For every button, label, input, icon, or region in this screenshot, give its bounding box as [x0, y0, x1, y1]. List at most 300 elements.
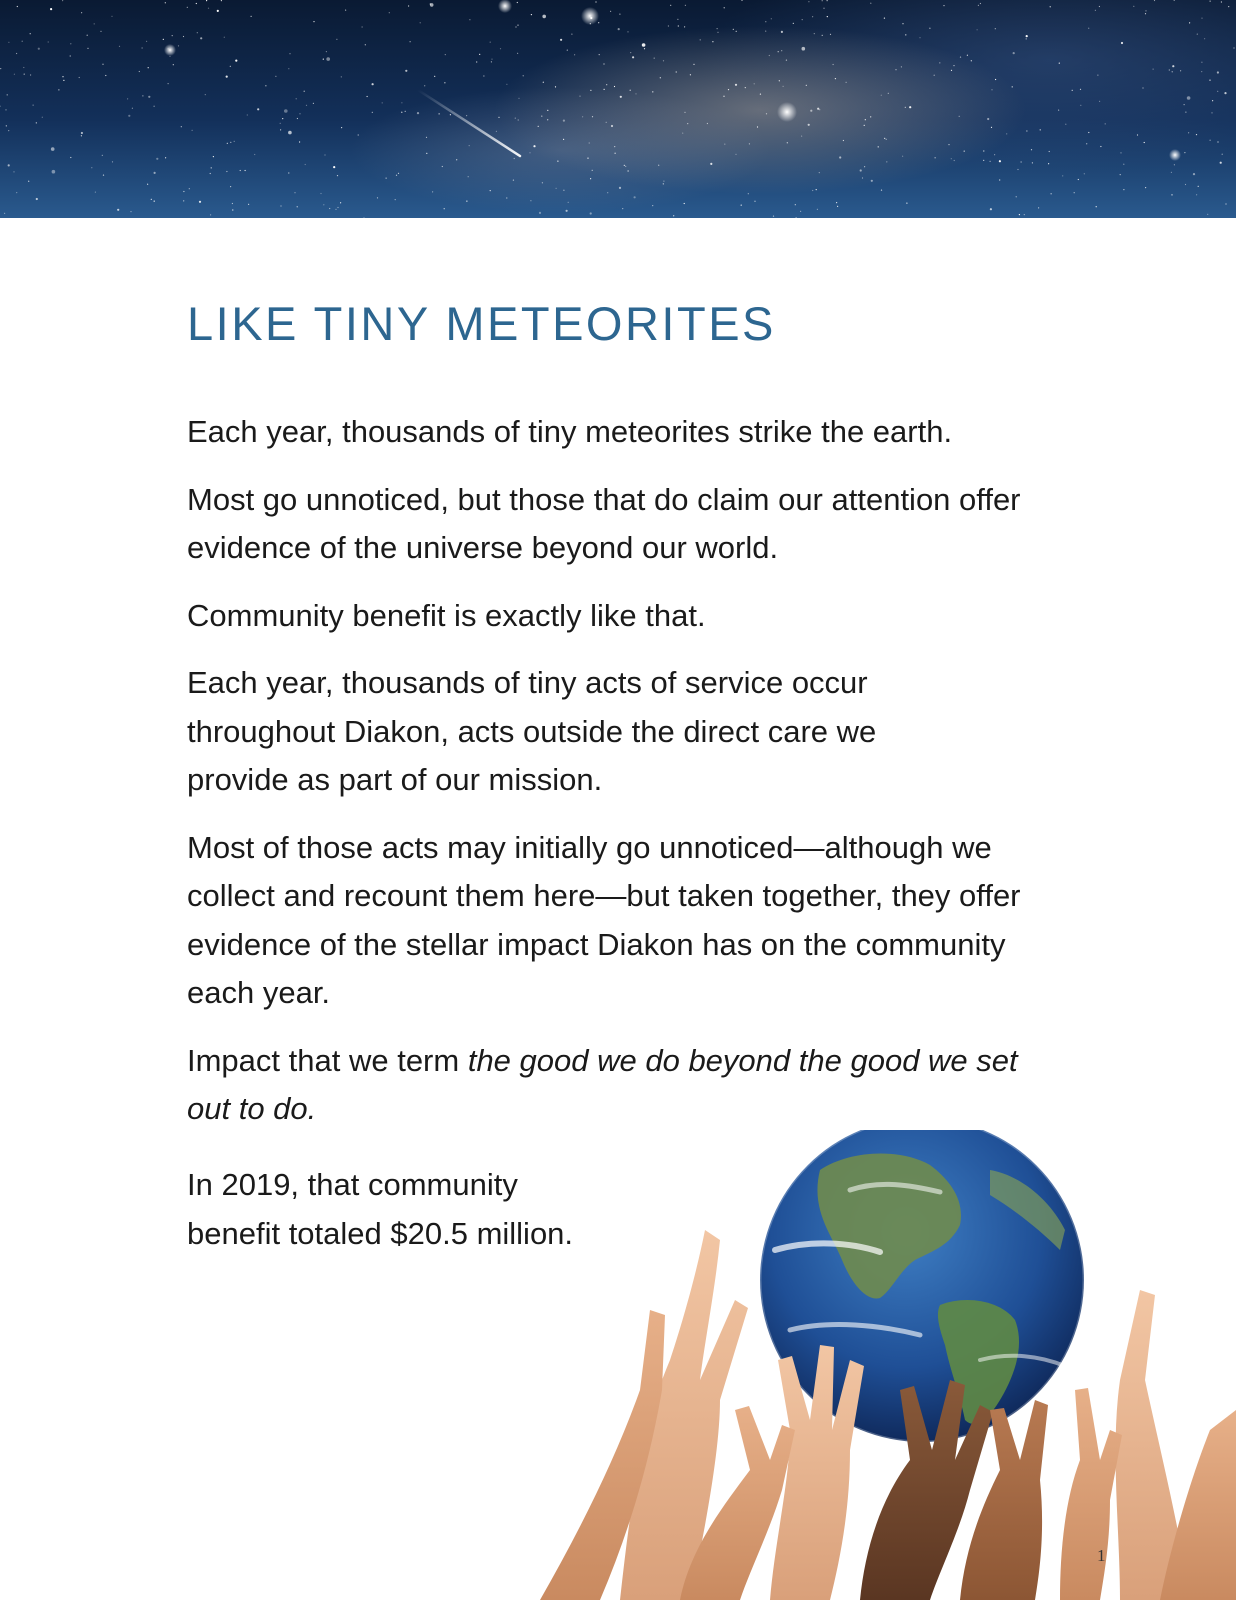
star	[881, 95, 882, 96]
star	[615, 153, 616, 154]
star	[542, 182, 543, 183]
star	[1040, 129, 1041, 130]
star	[456, 159, 457, 160]
star	[163, 39, 164, 40]
star	[960, 57, 961, 58]
star	[326, 57, 330, 61]
star	[1024, 214, 1025, 215]
star	[335, 209, 336, 210]
star	[611, 125, 613, 127]
star	[827, 16, 828, 17]
star	[733, 29, 734, 30]
star	[213, 156, 214, 157]
star	[538, 126, 539, 127]
star	[329, 208, 330, 209]
star	[835, 78, 836, 79]
star	[990, 208, 992, 210]
star	[230, 186, 231, 187]
star	[1210, 140, 1211, 141]
star	[299, 141, 300, 142]
star	[693, 64, 694, 65]
star	[760, 94, 761, 95]
star	[396, 175, 397, 176]
star	[539, 212, 541, 214]
star	[58, 89, 59, 90]
star	[1197, 34, 1198, 35]
star	[230, 66, 231, 67]
star	[682, 133, 683, 134]
star	[363, 217, 364, 218]
star	[111, 16, 112, 17]
star	[337, 175, 338, 176]
star	[812, 190, 813, 191]
star	[995, 28, 996, 29]
star	[614, 146, 615, 147]
star	[871, 180, 873, 182]
star	[531, 14, 532, 15]
star	[620, 96, 622, 98]
star	[426, 137, 427, 138]
star	[598, 22, 599, 23]
star	[16, 53, 17, 54]
star	[490, 42, 491, 43]
star	[450, 114, 451, 115]
star	[51, 147, 55, 151]
star	[173, 64, 174, 65]
star	[748, 193, 749, 194]
star	[280, 129, 281, 130]
star	[297, 118, 298, 119]
star	[48, 41, 49, 42]
star	[1026, 130, 1027, 131]
star	[543, 82, 544, 83]
star	[230, 142, 231, 143]
star	[684, 26, 685, 27]
star	[284, 109, 288, 113]
star	[444, 208, 445, 209]
star	[183, 191, 184, 192]
star	[660, 77, 661, 78]
star	[728, 89, 729, 90]
star	[172, 35, 173, 36]
star	[533, 145, 535, 147]
star	[823, 8, 824, 9]
star	[556, 188, 557, 189]
star	[1198, 186, 1199, 187]
star	[156, 158, 158, 160]
star	[1217, 71, 1219, 73]
star	[1021, 161, 1022, 162]
star	[100, 31, 101, 32]
star	[1100, 146, 1101, 147]
star	[1185, 112, 1186, 113]
star	[822, 35, 823, 36]
star	[529, 152, 530, 153]
star	[515, 26, 516, 27]
star	[802, 47, 806, 51]
star	[644, 48, 645, 49]
star	[294, 192, 295, 193]
star	[1221, 1, 1222, 2]
star	[282, 118, 283, 119]
star	[566, 210, 568, 212]
star	[1196, 134, 1197, 135]
star	[1174, 164, 1175, 165]
star	[1097, 75, 1098, 76]
star	[812, 16, 813, 17]
star	[987, 118, 989, 120]
star	[607, 192, 608, 193]
star	[745, 87, 746, 88]
star	[980, 3, 981, 4]
star	[819, 109, 820, 110]
star	[1013, 52, 1015, 54]
star	[1169, 69, 1170, 70]
star	[830, 34, 831, 35]
star	[105, 75, 106, 76]
star	[735, 84, 737, 86]
star	[254, 154, 255, 155]
star	[42, 117, 43, 118]
star	[154, 172, 156, 174]
star	[1172, 65, 1174, 67]
star	[723, 96, 724, 97]
star	[79, 77, 80, 78]
star	[837, 206, 838, 207]
star	[81, 135, 82, 136]
star	[217, 10, 219, 12]
star	[786, 60, 787, 61]
star	[1145, 187, 1146, 188]
star	[587, 158, 588, 159]
star	[420, 22, 421, 23]
star	[1133, 6, 1134, 7]
star	[1189, 22, 1190, 23]
star	[514, 158, 515, 159]
star	[555, 86, 556, 87]
star	[754, 201, 755, 202]
star	[1016, 196, 1017, 197]
star	[1180, 70, 1181, 71]
star	[1171, 194, 1172, 195]
star	[28, 181, 29, 182]
star	[814, 33, 815, 34]
star	[112, 161, 113, 162]
star	[444, 82, 445, 83]
final-line-1: In 2019, that community	[187, 1167, 518, 1202]
star	[340, 202, 341, 203]
page-number: 1	[1097, 1546, 1106, 1565]
star	[1050, 6, 1051, 7]
star	[881, 190, 882, 191]
star	[305, 164, 306, 165]
star	[839, 156, 841, 158]
star	[424, 85, 425, 86]
star	[769, 55, 770, 56]
star	[1120, 174, 1121, 175]
star	[299, 113, 300, 114]
star	[405, 70, 407, 72]
star	[232, 209, 233, 210]
star	[518, 98, 519, 99]
star	[983, 160, 984, 161]
star	[377, 197, 378, 198]
star	[23, 67, 24, 68]
star	[405, 111, 406, 112]
star	[568, 202, 569, 203]
star	[819, 172, 820, 173]
star	[652, 91, 653, 92]
star	[864, 166, 865, 167]
star	[280, 123, 281, 124]
star	[622, 208, 623, 209]
star	[901, 66, 902, 67]
star	[765, 21, 766, 22]
star	[589, 142, 590, 143]
star	[951, 158, 952, 159]
star	[517, 53, 518, 54]
star	[289, 53, 290, 54]
star	[476, 61, 477, 62]
star	[130, 211, 131, 212]
star	[1051, 193, 1052, 194]
star	[313, 21, 314, 22]
star	[717, 32, 718, 33]
star	[468, 176, 469, 177]
star	[1137, 134, 1138, 135]
star	[33, 105, 34, 106]
star	[296, 98, 297, 99]
star	[670, 5, 671, 6]
star	[766, 113, 767, 114]
star	[500, 48, 501, 49]
star	[517, 25, 518, 26]
star	[959, 116, 960, 117]
star	[50, 8, 52, 10]
star	[1078, 179, 1079, 180]
star	[341, 76, 342, 77]
star	[430, 3, 434, 7]
star	[808, 1, 809, 2]
star	[781, 31, 783, 33]
star	[206, 0, 207, 1]
star	[30, 33, 31, 34]
hands-holding-globe-image	[520, 1130, 1236, 1600]
star	[1086, 143, 1087, 144]
star	[953, 65, 954, 66]
star	[999, 179, 1000, 180]
star	[707, 123, 708, 124]
star	[1099, 6, 1100, 7]
star	[341, 127, 342, 128]
star	[663, 60, 664, 61]
star	[410, 41, 411, 42]
star	[870, 116, 871, 117]
star	[635, 93, 636, 94]
star	[1217, 91, 1218, 92]
star	[148, 96, 150, 98]
star	[878, 146, 879, 147]
star	[0, 106, 1, 107]
star	[1153, 69, 1154, 70]
star	[5, 109, 6, 110]
star	[466, 115, 467, 116]
star	[606, 84, 607, 85]
star	[1187, 96, 1191, 100]
star	[934, 75, 935, 76]
star	[102, 155, 103, 156]
paragraph-5: Most of those acts may initially go unnoticed—although we collect and recount them here—but taken together, they offer evidence of the stellar impact Diakon has on the community each year.	[187, 829, 1021, 1010]
star	[211, 167, 212, 168]
star	[905, 107, 906, 108]
star	[563, 190, 564, 191]
star	[690, 74, 691, 75]
star	[442, 166, 443, 167]
star	[606, 122, 607, 123]
final-line-2: benefit totaled $20.5 million.	[187, 1215, 574, 1251]
star	[367, 96, 368, 97]
star	[547, 110, 548, 111]
star	[846, 82, 847, 83]
star	[630, 90, 631, 91]
star	[658, 165, 659, 166]
globe-illustration	[520, 1130, 1236, 1600]
star	[1228, 6, 1229, 7]
star	[1222, 154, 1223, 155]
star	[741, 0, 742, 1]
star	[991, 89, 992, 90]
star	[741, 205, 742, 206]
star	[1032, 162, 1033, 163]
star	[62, 76, 63, 77]
star	[432, 191, 433, 192]
star	[1058, 110, 1059, 111]
star	[884, 18, 885, 19]
star	[192, 130, 193, 131]
star	[288, 131, 292, 135]
star	[1193, 173, 1195, 175]
star	[95, 192, 96, 193]
star	[1105, 123, 1106, 124]
star	[895, 69, 896, 70]
star	[401, 112, 402, 113]
star	[1080, 89, 1081, 90]
star	[1019, 214, 1020, 215]
star	[806, 85, 807, 86]
star	[1012, 86, 1013, 87]
star	[560, 39, 562, 41]
star	[496, 131, 497, 132]
star	[919, 37, 920, 38]
star	[754, 83, 755, 84]
star	[816, 189, 817, 190]
star	[506, 84, 507, 85]
star	[995, 79, 996, 80]
star	[1084, 173, 1085, 174]
star	[865, 119, 866, 120]
star	[749, 143, 750, 144]
star	[787, 142, 788, 143]
star	[1211, 112, 1212, 113]
star	[1096, 206, 1097, 207]
star	[36, 198, 38, 200]
star	[1065, 124, 1066, 125]
star	[808, 124, 810, 126]
star	[836, 202, 837, 203]
starry-sky-banner	[0, 0, 1236, 218]
star	[490, 190, 491, 191]
star	[154, 201, 155, 202]
star	[30, 74, 31, 75]
star	[139, 71, 140, 72]
star	[870, 3, 871, 4]
star	[189, 188, 190, 189]
star	[652, 205, 653, 206]
star	[257, 108, 259, 110]
star	[148, 67, 149, 68]
star	[196, 3, 197, 4]
star	[579, 96, 580, 97]
star	[994, 154, 995, 155]
star	[323, 204, 324, 205]
star	[735, 154, 736, 155]
star	[333, 166, 335, 168]
star	[102, 64, 103, 65]
star	[592, 170, 593, 171]
star	[288, 172, 289, 173]
star	[265, 85, 266, 86]
star	[87, 35, 88, 36]
paragraph-1: Each year, thousands of tiny meteorites strike the earth.	[187, 414, 953, 449]
star	[395, 199, 396, 200]
star	[6, 125, 7, 126]
star	[1172, 71, 1173, 72]
star	[574, 54, 575, 55]
star	[1048, 163, 1049, 164]
star	[778, 51, 779, 52]
star	[624, 165, 625, 166]
star	[245, 170, 246, 171]
star	[1212, 100, 1213, 101]
star	[320, 193, 321, 194]
star	[862, 177, 863, 178]
star	[1074, 192, 1075, 193]
star	[70, 157, 71, 158]
star	[971, 60, 972, 61]
star	[36, 122, 37, 123]
star	[117, 209, 119, 211]
star	[977, 29, 978, 30]
star	[1026, 35, 1028, 37]
star	[226, 76, 228, 78]
star	[1145, 10, 1146, 11]
star	[227, 143, 228, 144]
star	[523, 75, 524, 76]
star	[954, 160, 955, 161]
star	[91, 167, 92, 168]
star	[590, 178, 591, 179]
star	[884, 138, 885, 139]
star	[17, 6, 18, 7]
star	[999, 160, 1001, 162]
star	[700, 39, 701, 40]
star	[8, 164, 10, 166]
star	[800, 211, 801, 212]
star	[967, 55, 968, 56]
star	[571, 34, 572, 35]
star	[372, 83, 374, 85]
star	[358, 134, 359, 135]
